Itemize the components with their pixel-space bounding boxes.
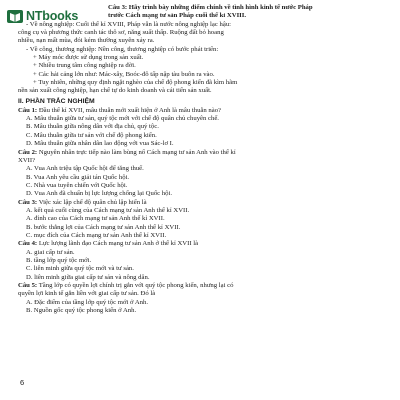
option-a: A. Đặc điểm của tầng lớp quý tộc mới ở Anh. — [26, 298, 149, 306]
option-b: B. tầng lớp quý tộc mới. — [26, 256, 92, 264]
question-5 — [18, 282, 394, 315]
option-a2: A. đỉnh cao của Cách mạng tư sản Anh thế kỉ XVII. — [26, 215, 165, 223]
answer-line: + Nhiều trung tâm công nghiệp ra đời. — [33, 62, 136, 70]
option-b: B. Mâu thuẫn giữa nông dân với địa chủ, quý tộc. — [26, 123, 159, 131]
answer-line: nền sản xuất công nghiệp, hạn chế tự do kinh doanh và cái tiến sản xuất. — [18, 87, 212, 95]
option-b: B. bước thắng lợi của Cách mạng tư sản Anh thế kỉ XVII. — [26, 223, 181, 231]
question-3 — [18, 199, 394, 241]
option-c: C. mục đích của Cách mạng tư sản Anh thế kỉ XVII. — [26, 231, 167, 239]
question-stem-cont: quyền lợi kinh tế gắn liền với giai cấp tư sản. Đó là — [18, 290, 156, 298]
answer-line: công cụ và phương thức canh tác thô sơ, năng suất thấp. Ruộng đất bỏ hoang — [18, 29, 224, 37]
answer-line: + Các hải cảng lớn như: Mác-xây, Boóc-đô tấp nập tàu buôn ra vào. — [33, 70, 215, 78]
question-text: Lực lượng lãnh đạo Cách mạng tư sản Anh ở thế kỉ XVII là — [37, 240, 199, 248]
option-c: C. Nhà vua tuyên chiến với Quốc hội. — [26, 181, 128, 189]
answer-line: - Về nông nghiệp: Cuối thế kỉ XVIII, Pháp vẫn là nước nông nghiệp lạc hậu: — [26, 20, 232, 28]
question-number: Câu 1: — [18, 106, 38, 114]
question-3-title: Câu 3: Hãy trình bày những điểm chính về tình hình kinh tế nước Pháp — [108, 4, 313, 11]
question-stem — [18, 240, 394, 248]
question-stem — [18, 199, 394, 207]
question-stem — [18, 149, 394, 157]
answer-line: nhiều, nạn mất mùa, đói kém thường xuyên xảy ra. — [18, 37, 155, 45]
option-a: A. kết quả cuối cùng của Cách mạng tư sản Anh thế kỉ XVII. — [26, 206, 190, 214]
question-1 — [18, 107, 394, 149]
answer-line: - Về công, thương nghiệp: Nền công, thương nghiệp có bước phát triển: — [26, 45, 219, 53]
option-c: C. liên minh giữa quý tộc mới và tư sản. — [26, 265, 134, 273]
option-a: A. giai cấp tư sản. — [26, 248, 75, 256]
question-text: Đầu thế kỉ XVII, mâu thuẫn mới xuất hiện ở Anh là mâu thuẫn nào? — [37, 106, 222, 114]
question-2 — [18, 149, 394, 199]
question-stem — [18, 107, 394, 115]
brand-name: NTbooks — [26, 9, 79, 23]
option-b: B. Vua Anh yêu cầu giải tán Quốc hội. — [26, 173, 130, 181]
question-number: Câu 4: — [18, 240, 38, 248]
answer-line: + Máy móc được sử dụng trong sản xuất. — [33, 54, 144, 62]
option-d: D. liên minh giữa giai cấp tư sản và nông dân. — [26, 273, 150, 281]
question-text: Nguyên nhân trực tiếp nào làm bùng nổ Cách mạng tư sản Anh vào thế kỉ — [37, 148, 236, 156]
page-content — [18, 4, 394, 315]
question-stem — [18, 282, 394, 290]
question-number: Câu 3: — [18, 198, 38, 206]
option-c: C. Mâu thuẫn giữa tư sản với chế độ phong kiến. — [26, 131, 157, 139]
option-d: D. Mâu thuẫn giữa nhân dân lao động với vua Sác-lơ I. — [26, 140, 174, 148]
question-stem-cont: XVII? — [18, 156, 36, 164]
section-heading: II. PHẦN TRẮC NGHIỆM — [18, 97, 95, 105]
option-a: A. Vua Anh triệu tập Quốc hội để tăng thuế. — [26, 165, 144, 173]
question-number: Câu 2: — [18, 148, 38, 156]
question-3-title-cont: trước Cách mạng tư sản Pháp cuối thế kỉ XVIII. — [108, 12, 247, 20]
answer-line: + Tuy nhiên, những quy định ngặt nghèo của chế độ phong kiến đã kìm hãm — [33, 79, 238, 87]
option-a: A. Mâu thuẫn giữa tư sản, quý tộc mới với chế độ quân chủ chuyên chế. — [26, 115, 219, 123]
page-number: 6 — [20, 378, 25, 387]
question-text: Tầng lớp có quyền lợi chính trị gắn với quý tộc phong kiến, nhưng lại có — [37, 282, 234, 289]
option-b: B. Nguồn gốc quý tộc phong kiến ở Anh. — [26, 307, 137, 315]
option-d: D. Vua Anh đã chuẩn bị lực lượng chống lại Quốc hội. — [26, 190, 173, 198]
question-text: Việc xác lập chế độ quân chủ lập hiến là — [37, 198, 147, 206]
question-number: Câu 5: — [18, 282, 38, 289]
question-4 — [18, 240, 394, 282]
